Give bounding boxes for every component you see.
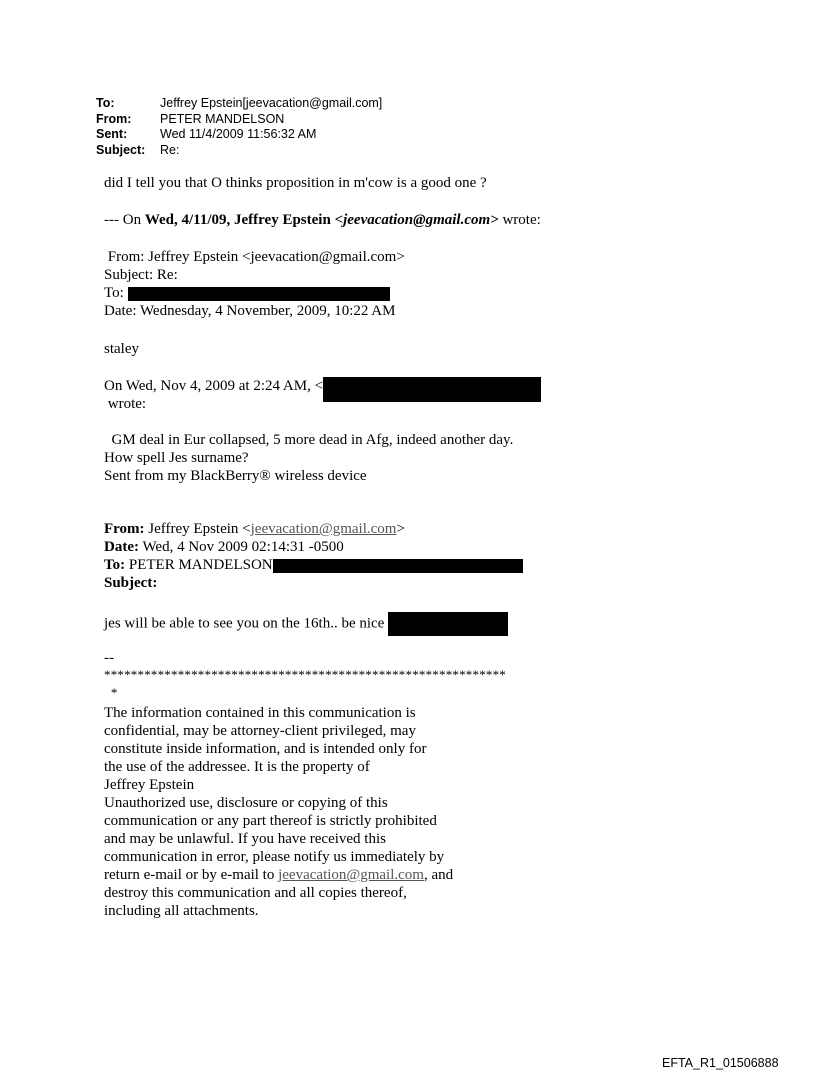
- quoted3-from: [104, 520, 405, 539]
- quote-email: <jeevacation@gmail.com>: [334, 212, 499, 228]
- signature-dashes: --: [104, 650, 114, 666]
- quoted3-subject: [104, 574, 157, 593]
- message-line: did I tell you that O thinks proposition in m'cow is a good one ?: [104, 175, 487, 191]
- quoted3-from-value: Jeffrey Epstein <: [144, 521, 251, 537]
- signature-email-link[interactable]: jeevacation@gmail.com: [278, 867, 424, 883]
- quoted1-to-label: To:: [104, 285, 128, 301]
- signature-line: constitute inside information, and is intended only for: [104, 741, 427, 757]
- quoted3-date: [104, 538, 344, 557]
- header-from-row: [96, 112, 382, 128]
- redaction-box: [128, 287, 390, 301]
- quoted3-to-value: PETER MANDELSON: [125, 557, 273, 573]
- signature-l10-post: , and: [423, 867, 454, 883]
- signature-line: communication in error, please notify us immediately by: [104, 849, 445, 865]
- quoted3-email-link[interactable]: jeevacation@gmail.com: [250, 521, 397, 537]
- redaction-box: [273, 559, 523, 573]
- quoted2-line3: Sent from my BlackBerry® wireless device: [104, 468, 367, 484]
- signature-line: [104, 866, 453, 885]
- email-header: [96, 96, 382, 158]
- quoted1-from: From: Jeffrey Epstein <jeevacation@gmail.com>: [104, 249, 405, 265]
- quoted3-date-value: Wed, 4 Nov 2009 02:14:31 -0500: [138, 539, 344, 555]
- to-value: Jeffrey Epstein[jeevacation@gmail.com]: [160, 96, 383, 110]
- quoted3-to-label: To:: [104, 557, 126, 573]
- header-to-row: [96, 96, 382, 112]
- quoted3-body: [104, 612, 508, 636]
- to-label: To:: [96, 96, 115, 110]
- quote-suffix: wrote:: [498, 212, 541, 228]
- sent-label: Sent:: [96, 127, 128, 141]
- header-subject-row: [96, 143, 382, 159]
- quote-intro: [104, 211, 541, 230]
- sent-value: Wed 11/4/2009 11:56:32 AM: [160, 127, 317, 141]
- quoted3-date-label: Date:: [104, 539, 139, 555]
- signature-line: and may be unlawful. If you have received this: [104, 831, 386, 847]
- quoted1-to: [104, 284, 390, 303]
- quoted2-line1: GM deal in Eur collapsed, 5 more dead in Afg, indeed another day.: [104, 432, 514, 448]
- signature-line: Jeffrey Epstein: [104, 777, 195, 793]
- quote-bold: Wed, 4/11/09, Jeffrey Epstein: [144, 212, 335, 228]
- header-sent-row: [96, 127, 382, 143]
- from-value: PETER MANDELSON: [160, 111, 285, 126]
- document-id: EFTA_R1_01506888: [662, 1056, 779, 1070]
- quoted3-subject-label: Subject:: [104, 575, 158, 591]
- quoted3-body-text: jes will be able to see you on the 16th.. be nice: [104, 615, 385, 632]
- quoted3-from-close: >: [396, 521, 405, 537]
- quoted2-on-text: On Wed, Nov 4, 2009 at 2:24 AM, <: [104, 378, 324, 394]
- quoted2-line2: How spell Jes surname?: [104, 450, 249, 466]
- signature-line: confidential, may be attorney-client privileged, may: [104, 723, 416, 739]
- signature-star2: *: [104, 685, 118, 700]
- quoted1-date: Date: Wednesday, 4 November, 2009, 10:22 AM: [104, 303, 396, 319]
- from-label: From:: [96, 111, 132, 126]
- quoted2-on-line: [104, 377, 541, 402]
- subject-value: Re:: [160, 142, 180, 157]
- signature-stars: ************************************************************: [104, 667, 506, 682]
- subject-label: Subject:: [96, 142, 146, 157]
- signature-line: The information contained in this communication is: [104, 705, 416, 721]
- quoted1-subject: Subject: Re:: [104, 267, 178, 283]
- redaction-box: [323, 377, 541, 402]
- quoted1-body: staley: [104, 341, 139, 357]
- signature-line: destroy this communication and all copies thereof,: [104, 885, 407, 901]
- signature-line: communication or any part thereof is strictly prohibited: [104, 813, 437, 829]
- quoted2-wrote: wrote:: [104, 396, 147, 412]
- signature-l10-pre: return e-mail or by e-mail to: [104, 867, 279, 883]
- signature-line: Unauthorized use, disclosure or copying of this: [104, 795, 388, 811]
- quoted3-to: [104, 556, 523, 575]
- signature-line: including all attachments.: [104, 903, 259, 919]
- signature-line: the use of the addressee. It is the property of: [104, 759, 370, 775]
- quote-prefix: --- On: [104, 212, 145, 228]
- redaction-box: [388, 612, 508, 636]
- quoted3-from-label: From:: [104, 521, 145, 537]
